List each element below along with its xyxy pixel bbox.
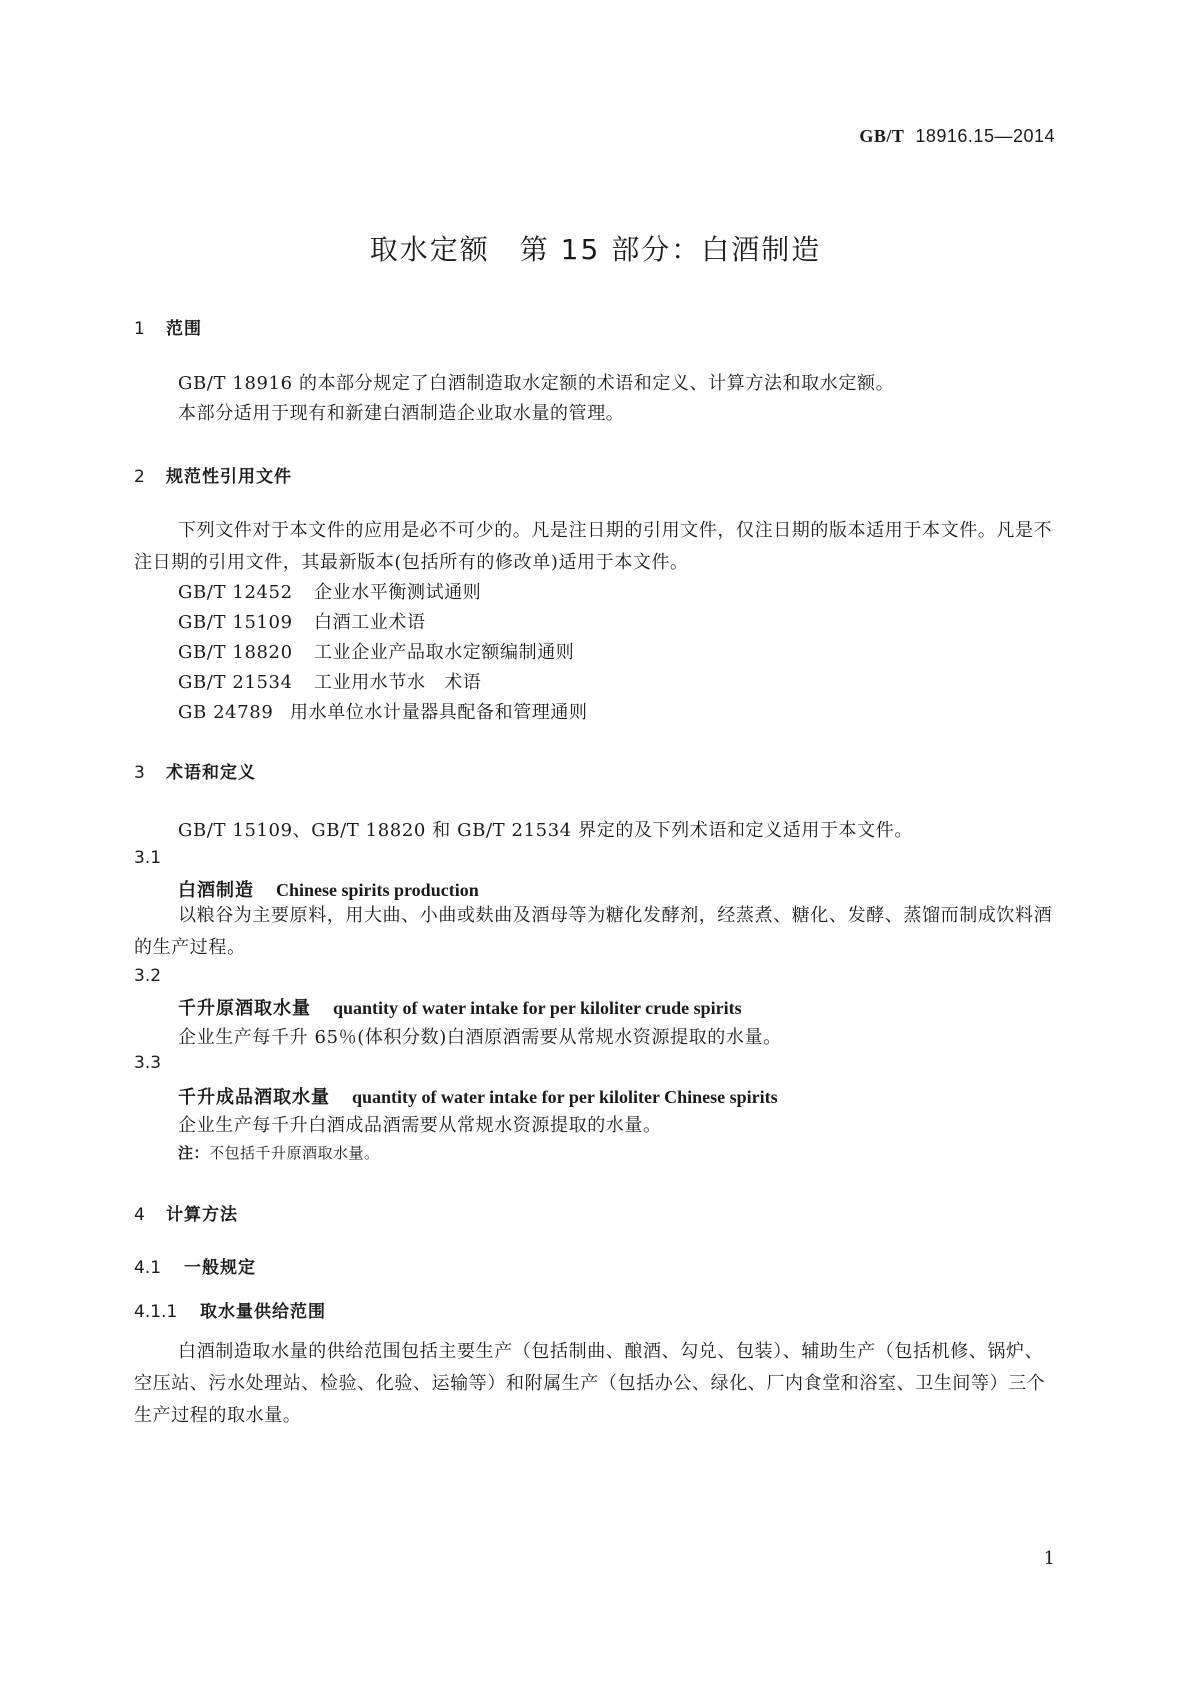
term-zh: 千升原酒取水量: [178, 998, 311, 1019]
note-text: 不包括千升原酒取水量。: [209, 1144, 380, 1162]
section-number: 2: [134, 467, 145, 487]
term-number: 3.2: [134, 966, 162, 986]
section-4-1-heading: [134, 1253, 256, 1278]
reference-item: [178, 608, 426, 634]
reference-item: [178, 578, 481, 604]
term-heading: [178, 1083, 778, 1109]
note: [178, 1142, 380, 1163]
section-number: 4.1: [134, 1258, 162, 1278]
section-4-1-1-heading: [134, 1297, 326, 1322]
term-zh: 白酒制造: [178, 880, 254, 901]
term-heading: [178, 994, 742, 1020]
section-label: 一般规定: [184, 1258, 256, 1278]
section-label: 计算方法: [166, 1205, 238, 1225]
reference-item: [178, 668, 481, 694]
section-number: 4.1.1: [134, 1302, 178, 1322]
reference-title: 工业用水节水 术语: [314, 672, 482, 693]
reference-title: 企业水平衡测试通则: [314, 582, 482, 603]
term-zh: 千升成品酒取水量: [178, 1087, 330, 1108]
section-1-heading: [134, 314, 202, 339]
reference-title: 用水单位水计量器具配备和管理通则: [290, 702, 588, 723]
reference-code: GB/T 15109: [178, 612, 293, 633]
section-number: 3: [134, 763, 145, 783]
term-definition: 以粮谷为主要原料，用大曲、小曲或麸曲及酒母等为糖化发酵剂，经蒸煮、糖化、发酵、蒸馏而制成饮料酒的生产过程。: [134, 905, 1053, 958]
term-number: 3.3: [134, 1053, 162, 1073]
paragraph: GB/T 15109、GB/T 18820 和 GB/T 21534 界定的及下列术语和定义适用于本文件。: [178, 820, 913, 841]
reference-item: [178, 638, 574, 664]
term-en: Chinese spirits production: [276, 880, 479, 900]
term-heading: [178, 876, 479, 902]
reference-code: GB/T 18820: [178, 642, 293, 663]
term-definition: 企业生产每千升 65％(体积分数)白酒原酒需要从常规水资源提取的水量。: [178, 1027, 782, 1048]
section-3-heading: [134, 758, 256, 783]
note-label: 注：: [178, 1144, 210, 1162]
paragraph: GB/T 18916 的本部分规定了白酒制造取水定额的术语和定义、计算方法和取水定额。: [178, 373, 895, 394]
paragraph: 白酒制造取水量的供给范围包括主要生产（包括制曲、酿酒、勾兑、包装）、辅助生产（包括机修、锅炉、空压站、污水处理站、检验、化验、运输等）和附属生产（包括办公、绿化、厂内食堂和浴室、卫生间等）三个生产过程的取水量。: [134, 1341, 1046, 1426]
paragraph: 下列文件对于本文件的应用是必不可少的。凡是注日期的引用文件，仅注日期的版本适用于本文件。凡是不注日期的引用文件，其最新版本(包括所有的修改单)适用于本文件。: [134, 520, 1053, 573]
term-number: 3.1: [134, 848, 162, 868]
section-number: 4: [134, 1205, 145, 1225]
section-label: 范围: [166, 319, 202, 339]
standard-code: [859, 126, 1055, 147]
standard-prefix: GB/T: [859, 126, 905, 146]
reference-code: GB/T 12452: [178, 582, 293, 603]
reference-item: [178, 698, 588, 724]
reference-code: GB/T 21534: [178, 672, 293, 693]
section-label: 规范性引用文件: [166, 467, 292, 487]
reference-title: 工业企业产品取水定额编制通则: [314, 642, 575, 663]
document-title: 取水定额 第 15 部分：白酒制造: [369, 233, 822, 266]
term-en: quantity of water intake for per kiloliter crude spirits: [333, 998, 742, 1018]
paragraph: 本部分适用于现有和新建白酒制造企业取水量的管理。: [178, 403, 625, 424]
standard-number: 18916.15—2014: [915, 126, 1055, 146]
term-definition: 企业生产每千升白酒成品酒需要从常规水资源提取的水量。: [178, 1115, 662, 1136]
section-label: 取水量供给范围: [200, 1302, 326, 1322]
section-number: 1: [134, 319, 145, 339]
reference-code: GB 24789: [178, 702, 274, 723]
page-number: 1: [1043, 1548, 1055, 1569]
section-4-heading: [134, 1200, 238, 1225]
reference-title: 白酒工业术语: [314, 612, 426, 633]
section-label: 术语和定义: [166, 763, 256, 783]
section-2-heading: [134, 462, 292, 487]
term-en: quantity of water intake for per kiloliter Chinese spirits: [352, 1087, 778, 1107]
